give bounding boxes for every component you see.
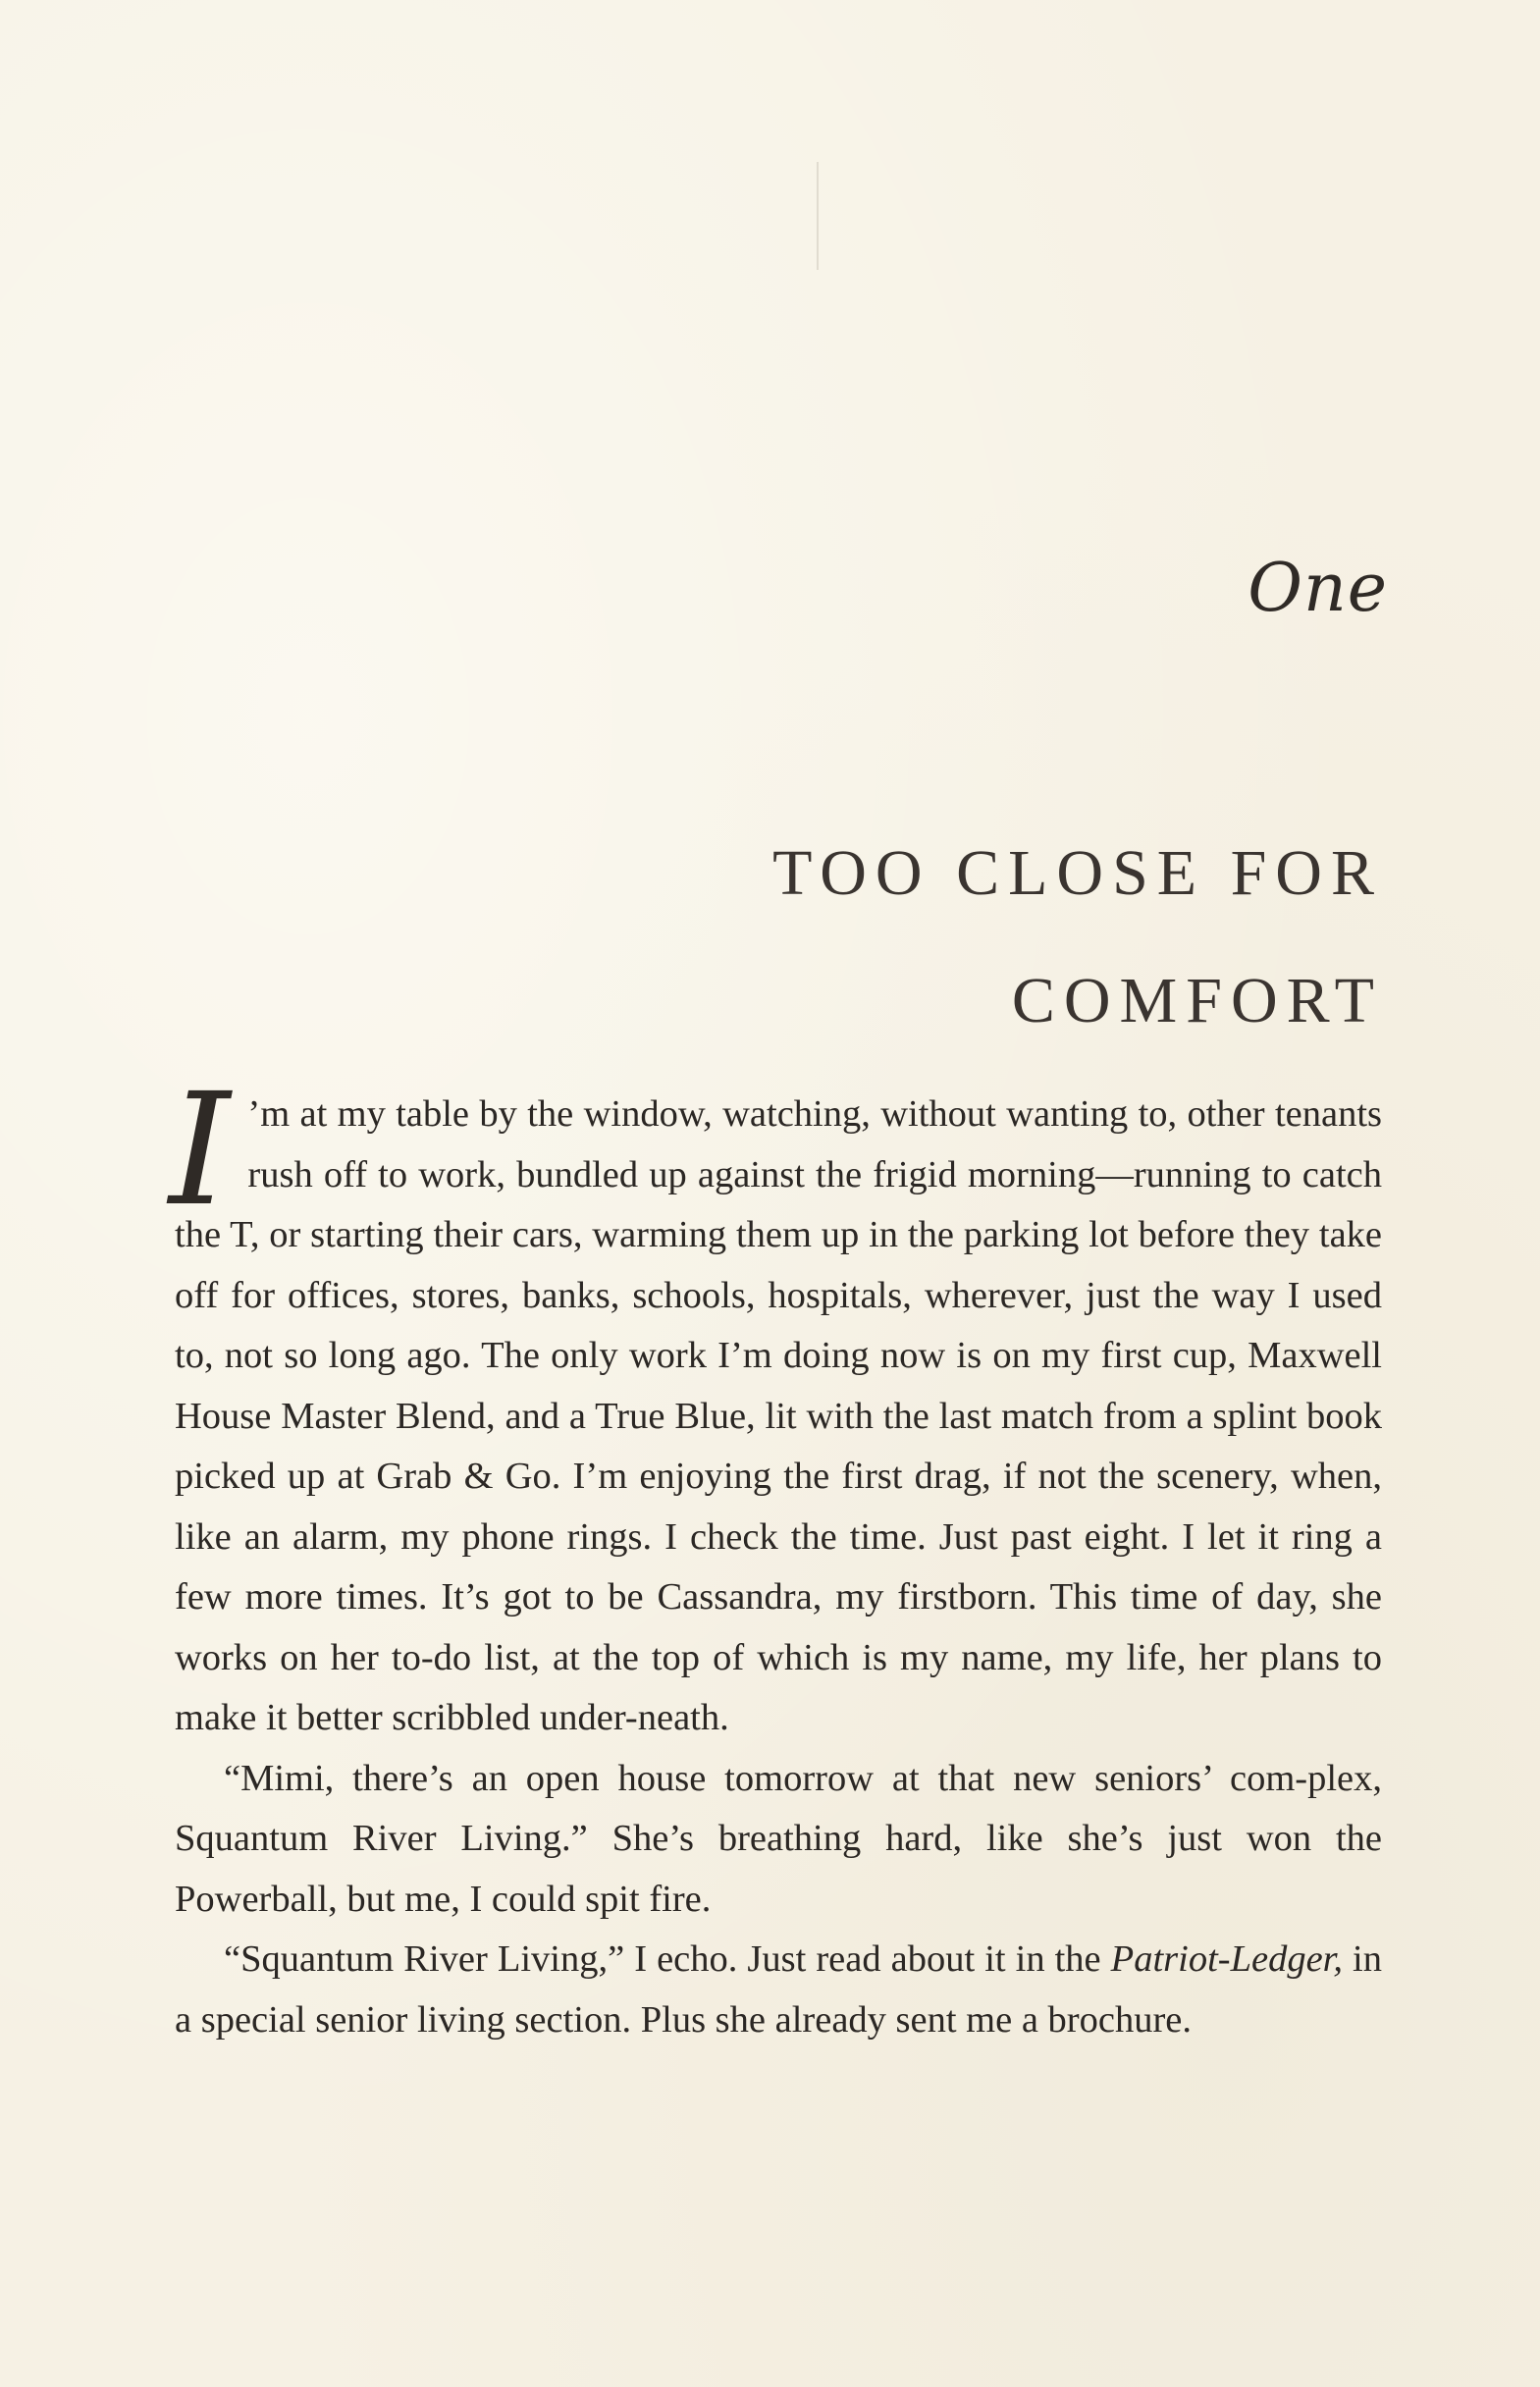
paragraph-1-text: ’m at my table by the window, watching, without wanting to, other tenants rush off to work, bundled up against the frigid morning—running to catch the T, or starting their cars, warming them up in the parking lot before they take off for offices, stores, banks, schools, hospitals, wherever, just the way I used to, not so long ago. The only work I’m doing now is on my first cup, Maxwell House Master Blend, and a True Blue, lit with the last match from a splint book picked up at Grab & Go. I’m enjoying the first drag, if not the scenery, when, like an alarm, my phone rings. I check the time. Just past eight. I let it ring a few more times. It’s got to be Cassandra, my firstborn. This time of day, she works on her to-do list, at the top of which is my name, my life, her plans to make it better scribbled under-neath.	[175, 1093, 1382, 1738]
chapter-title	[500, 810, 1383, 1065]
paragraph-1	[169, 1060, 1382, 1749]
chapter-title-line-2: COMFORT	[1011, 965, 1383, 1036]
page-crease	[817, 162, 819, 270]
drop-cap: I	[169, 1060, 231, 1241]
paragraph-3	[175, 1930, 1382, 2050]
chapter-body	[169, 1060, 1382, 2050]
paragraph-3-start: “Squantum River Living,” I echo. Just read about it in the	[224, 1938, 1111, 1980]
chapter-title-line-1: TOO CLOSE FOR	[772, 837, 1383, 909]
chapter-number: One	[1248, 550, 1388, 627]
paragraph-2: “Mimi, there’s an open house tomorrow at that new seniors’ com-plex, Squantum River Living.” She’s breathing hard, like she’s just won the Powerball, but me, I could spit fire.	[175, 1757, 1382, 1920]
paragraph-3-end: in a special senior living section. Plus she already sent me a brochure.	[175, 1938, 1382, 2041]
newspaper-title: Patriot-Ledger,	[1110, 1938, 1344, 1980]
